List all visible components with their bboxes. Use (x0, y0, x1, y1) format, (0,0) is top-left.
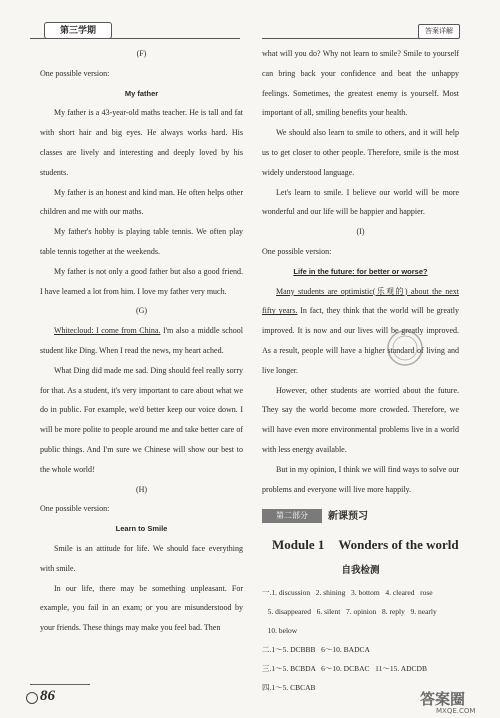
footer-rule (30, 684, 90, 685)
answer-line: 5. disappeared 6. silent 7. opinion 8. reply 9. nearly (262, 607, 437, 617)
i-rest: In fact, they think that the world will be greatly improved. It is now and our lives will be greatly improved. As a result, people will have a higher standard of living and live longer. (262, 306, 460, 375)
page-number-circle-icon (26, 692, 38, 704)
paragraph: Let's learn to smile. I believe our world will be more wonderful and our life will be happier and happier. (262, 187, 459, 217)
i-paragraph-1 (262, 282, 459, 381)
left-paragraphs (40, 44, 243, 321)
paragraph: One possible version: (262, 246, 332, 256)
left-paragraphs-2 (40, 361, 243, 638)
paragraph: what will you do? Why not learn to smile? Smile to yourself can bring back your confidence and beat the unhappy feelings. Sometimes, the greatest enemy is yourself. Most important of all, smiling benefits your health. (262, 49, 459, 118)
paragraph: (G) (135, 306, 148, 316)
answer-line: 四.1～5. CBCAB (262, 683, 316, 693)
answers (262, 583, 459, 697)
paragraph: My father is not only a good father but also a good friend. I have learned a lot from him. I love my father very much. (40, 266, 243, 296)
i-underlined: Many students are optimistic(乐观的) about the next fifty years. (262, 286, 459, 316)
right-paragraphs-2 (262, 381, 459, 500)
paragraph: However, other students are worried about the future. They say the world become more crowded. Therefore, we will have even more environmental problems live in a world with less energy available. (262, 385, 459, 454)
paragraph: Learn to Smile (115, 524, 168, 534)
paragraph: One possible version: (40, 504, 110, 514)
watermark: 答案圈 (420, 690, 466, 708)
module-heading (272, 535, 459, 555)
g-underlined: Whitecloud: I come from China. (54, 326, 161, 336)
answer-line: 一.1. discussion 2. shining 3. bottom 4. cleared rose (262, 588, 433, 598)
paragraph: My father is a 43-year-old maths teacher. He is tall and fat with short hair and big eyes. He always works hard. His classes are lively and interesting and deeply loved by his students. (40, 108, 243, 177)
header-rule-left (30, 38, 240, 39)
stamp-icon (385, 328, 425, 368)
paragraph: In our life, there may be something unpleasant. For example, you fail in an exam; or you are misunderstood by your friends. These things may make you feel bad. Then (40, 583, 243, 633)
answer-line: 二.1～5. DCBBB 6～10. BADCA (262, 645, 370, 655)
module-number: Module 1 (272, 537, 325, 553)
header-badge: 答案详解 (418, 24, 460, 39)
paragraph: My father is an honest and kind man. He often helps other children and me with our maths. (40, 187, 243, 217)
left-column (40, 44, 243, 638)
paragraph: My father's hobby is playing table tennis. We often play table tennis together at the weekends. (40, 227, 243, 256)
self-check-title: 自我检测 (341, 565, 380, 577)
section-title: 新课预习 (328, 511, 368, 523)
g-rest: I'm also a middle school student like Ding. When I read the news, my heart ached. (40, 326, 243, 355)
section-box: 第二部分 (262, 509, 322, 523)
paragraph: What Ding did made me sad. Ding should feel really sorry for that. As a student, it's very important to care about what we do in public. For example, we'd better keep our voice down. I will be more polite to people around me and take better care of public things. And I'm sure we Chinese will show our best to the whole world! (40, 365, 243, 474)
paragraph: My father (124, 88, 159, 98)
right-paragraphs (262, 44, 459, 282)
watermark-url: MXQE.COM (436, 707, 476, 715)
paragraph: (H) (135, 484, 148, 494)
paragraph: Life in the future: for better or worse? (293, 266, 428, 276)
paragraph: Smile is an attitude for life. We should face everything with smile. (40, 543, 243, 573)
paragraph: (I) (356, 227, 365, 237)
paragraph: But in my opinion, I think we will find ways to solve our problems and everyone will live more happily. (262, 464, 459, 494)
g-paragraph-1 (40, 321, 243, 361)
header-title: 第三学期 (44, 22, 112, 39)
section-band (262, 505, 459, 527)
right-column (262, 44, 459, 697)
paragraph: One possible version: (40, 68, 110, 78)
paragraph: (F) (136, 49, 147, 58)
answer-line: 三.1～5. BCBDA 6～10. DCBAC 11～15. ADCDB (262, 664, 427, 674)
answer-line: 10. below (262, 626, 298, 636)
module-title: Wonders of the world (338, 537, 459, 553)
page-number: 86 (40, 688, 55, 704)
paragraph: We should also learn to smile to others, and it will help us to get closer to other people. Therefore, smile is the most widely understood language. (262, 128, 459, 177)
